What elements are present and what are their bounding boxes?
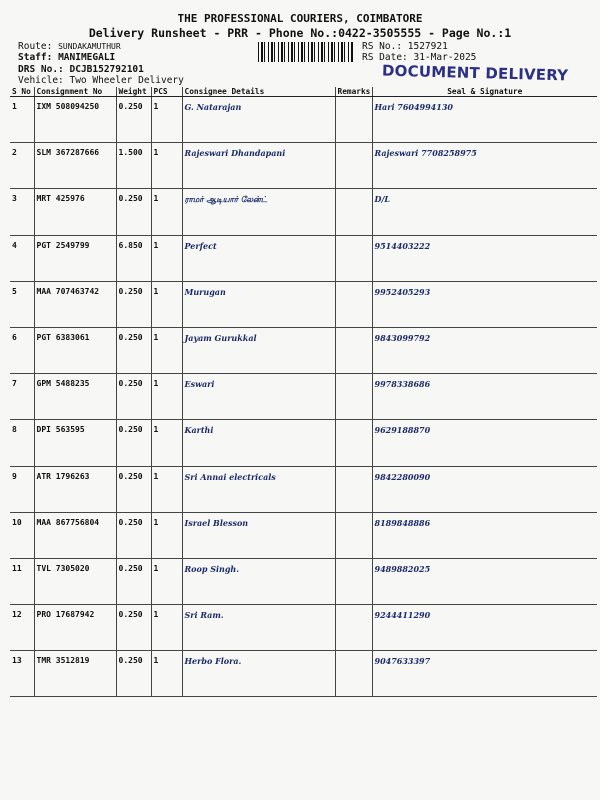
staff-value: MANIMEGALI	[58, 52, 116, 63]
row-signature: 9244411290	[372, 605, 597, 651]
row-remarks	[335, 512, 372, 558]
col-header-consignment: Consignment No	[34, 87, 116, 97]
row-consignee: ராமர் ஆடியார் லேன்ட்	[182, 189, 335, 235]
rs-no: RS No.: 1527921	[362, 41, 448, 52]
row-sno: 3	[10, 189, 34, 235]
row-signature: 9978338686	[372, 374, 597, 420]
row-remarks	[335, 281, 372, 327]
table-row	[10, 558, 597, 604]
company-title: THE PROFESSIONAL COURIERS, COIMBATORE	[177, 12, 423, 25]
row-signature: D/L	[372, 189, 597, 235]
row-consignment-no: PGT 2549799	[34, 235, 116, 281]
row-pcs: 1	[151, 97, 182, 143]
col-header-weight: Weight	[116, 87, 151, 97]
row-pcs: 1	[151, 466, 182, 512]
row-pcs: 1	[151, 374, 182, 420]
row-signature: 9489882025	[372, 558, 597, 604]
row-consignment-no: MRT 425976	[34, 189, 116, 235]
table-row	[10, 97, 597, 143]
row-remarks	[335, 605, 372, 651]
barcode	[258, 42, 354, 62]
row-sno: 5	[10, 281, 34, 327]
row-sno: 8	[10, 420, 34, 466]
row-consignee: Jayam Gurukkal	[182, 327, 335, 373]
row-signature: 9514403222	[372, 235, 597, 281]
row-consignment-no: DPI 563595	[34, 420, 116, 466]
row-signature: 9842280090	[372, 466, 597, 512]
row-consignee: Herbo Flora.	[182, 651, 335, 697]
table-row	[10, 466, 597, 512]
row-sno: 2	[10, 143, 34, 189]
document-delivery-stamp: DOCUMENT DELIVERY	[381, 61, 569, 85]
row-weight: 0.250	[116, 281, 151, 327]
drs-value: DCJB152792101	[69, 64, 144, 75]
row-remarks	[335, 97, 372, 143]
row-pcs: 1	[151, 281, 182, 327]
route-value: SUNDAKAMUTHUR	[58, 42, 121, 51]
row-sno: 11	[10, 558, 34, 604]
route-line	[18, 41, 121, 52]
row-sno: 10	[10, 512, 34, 558]
table-row	[10, 327, 597, 373]
row-weight: 0.250	[116, 374, 151, 420]
row-pcs: 1	[151, 512, 182, 558]
row-weight: 0.250	[116, 420, 151, 466]
row-sno: 4	[10, 235, 34, 281]
row-consignee: Sri Ram.	[182, 605, 335, 651]
row-signature: Hari 7604994130	[372, 97, 597, 143]
table-row	[10, 235, 597, 281]
row-consignee: Eswari	[182, 374, 335, 420]
runsheet-title: Delivery Runsheet - PRR - Phone No.:0422-3505555 - Page No.:1	[88, 26, 512, 40]
row-weight: 0.250	[116, 605, 151, 651]
table-row	[10, 512, 597, 558]
row-pcs: 1	[151, 235, 182, 281]
row-sno: 1	[10, 97, 34, 143]
row-weight: 0.250	[116, 327, 151, 373]
row-signature: 9629188870	[372, 420, 597, 466]
row-pcs: 1	[151, 605, 182, 651]
route-label: Route:	[18, 41, 53, 52]
row-weight: 0.250	[116, 512, 151, 558]
staff-line	[18, 52, 115, 63]
rs-date: RS Date: 31-Mar-2025	[362, 52, 477, 63]
row-consignee: Roop Singh.	[182, 558, 335, 604]
row-consignment-no: IXM 508094250	[34, 97, 116, 143]
col-header-remarks: Remarks	[335, 87, 372, 97]
row-remarks	[335, 420, 372, 466]
row-remarks	[335, 235, 372, 281]
row-sno: 12	[10, 605, 34, 651]
row-weight: 6.850	[116, 235, 151, 281]
vehicle-line: Vehicle: Two Wheeler Delivery	[18, 75, 184, 86]
row-consignment-no: SLM 367287666	[34, 143, 116, 189]
row-remarks	[335, 651, 372, 697]
row-consignment-no: MAA 707463742	[34, 281, 116, 327]
row-consignee: Perfect	[182, 235, 335, 281]
row-remarks	[335, 327, 372, 373]
row-consignment-no: PRO 17687942	[34, 605, 116, 651]
row-signature: 8189848886	[372, 512, 597, 558]
row-weight: 0.250	[116, 466, 151, 512]
staff-label: Staff:	[18, 52, 53, 63]
row-consignee: Karthi	[182, 420, 335, 466]
row-consignment-no: MAA 867756804	[34, 512, 116, 558]
row-sno: 13	[10, 651, 34, 697]
row-pcs: 1	[151, 420, 182, 466]
row-weight: 1.500	[116, 143, 151, 189]
row-consignment-no: ATR 1796263	[34, 466, 116, 512]
table-row	[10, 420, 597, 466]
row-signature: 9952405293	[372, 281, 597, 327]
row-sno: 6	[10, 327, 34, 373]
table-row	[10, 189, 597, 235]
row-remarks	[335, 189, 372, 235]
table-row	[10, 281, 597, 327]
row-signature: 9843099792	[372, 327, 597, 373]
row-pcs: 1	[151, 558, 182, 604]
row-pcs: 1	[151, 143, 182, 189]
runsheet-table	[10, 87, 597, 697]
row-consignee: Murugan	[182, 281, 335, 327]
row-pcs: 1	[151, 327, 182, 373]
row-consignment-no: GPM 5488235	[34, 374, 116, 420]
row-consignee: Israel Blesson	[182, 512, 335, 558]
row-signature: Rajeswari 7708258975	[372, 143, 597, 189]
row-pcs: 1	[151, 189, 182, 235]
table-row	[10, 374, 597, 420]
row-consignment-no: TVL 7305020	[34, 558, 116, 604]
row-consignee: Rajeswari Dhandapani	[182, 143, 335, 189]
row-consignee: Sri Annai electricals	[182, 466, 335, 512]
row-remarks	[335, 466, 372, 512]
row-consignee: G. Natarajan	[182, 97, 335, 143]
row-remarks	[335, 374, 372, 420]
row-remarks	[335, 143, 372, 189]
table-row	[10, 651, 597, 697]
table-header-row	[10, 87, 597, 97]
drs-label: DRS No.:	[18, 64, 64, 75]
row-remarks	[335, 558, 372, 604]
row-weight: 0.250	[116, 651, 151, 697]
row-consignment-no: PGT 6383061	[34, 327, 116, 373]
drs-line	[18, 64, 144, 75]
row-sno: 7	[10, 374, 34, 420]
table-row	[10, 143, 597, 189]
col-header-sno: S No	[10, 87, 34, 97]
col-header-consignee: Consignee Details	[182, 87, 335, 97]
row-weight: 0.250	[116, 97, 151, 143]
row-sno: 9	[10, 466, 34, 512]
col-header-signature: Seal & Signature	[372, 87, 597, 97]
row-weight: 0.250	[116, 558, 151, 604]
row-weight: 0.250	[116, 189, 151, 235]
row-consignment-no: TMR 3512819	[34, 651, 116, 697]
row-pcs: 1	[151, 651, 182, 697]
col-header-pcs: PCS	[151, 87, 182, 97]
row-signature: 9047633397	[372, 651, 597, 697]
table-row	[10, 605, 597, 651]
